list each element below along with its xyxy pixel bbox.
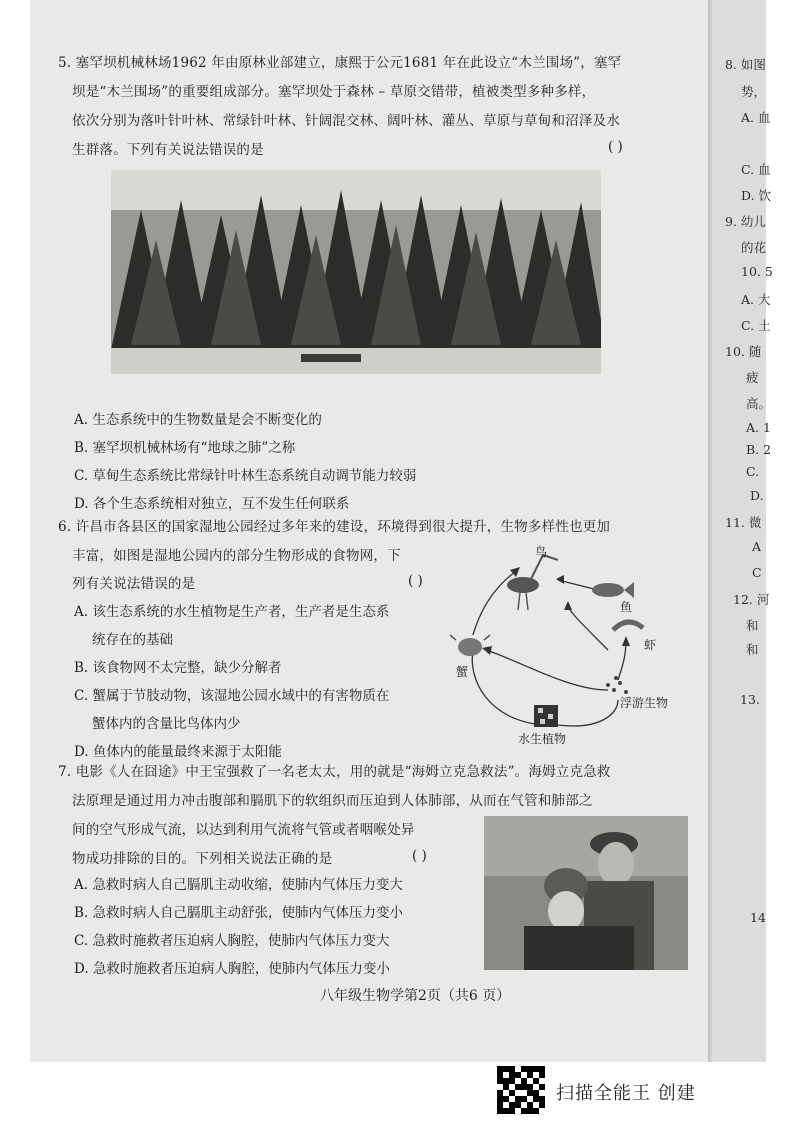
margin-text: 14 (750, 910, 766, 925)
q6-line-3: 列有关说法错误的是 (72, 576, 196, 592)
q6-option-a: A. 该生态系统的水生植物是生产者，生产者是生态系 (74, 604, 390, 620)
plankton-icon (606, 676, 628, 694)
q7-option-d: D. 急救时施救者压迫病人胸腔，使肺内气体压力变小 (74, 961, 390, 977)
page-footer: 八年级生物学第2页（共6 页） (320, 988, 511, 1004)
qr-code-icon (497, 1066, 545, 1114)
margin-text: 13. (740, 692, 760, 707)
bird-icon (507, 555, 558, 610)
q7-line-3: 间的空气形成气流，以达到利用气流将气管或者咽喉处异 (72, 822, 415, 838)
arrow-shrimp-fish (568, 605, 608, 650)
food-web-label-crab: 蟹 (456, 665, 469, 679)
food-web-label-plankton: 浮游生物 (620, 696, 669, 710)
q7-line-2: 法原理是通过用力冲击腹部和膈肌下的软组织而压迫到人体肺部，从而在气管和肺部之 (72, 793, 593, 809)
movie-still-photo (484, 816, 688, 970)
margin-text: 疲 (746, 370, 759, 385)
crab-icon (450, 635, 490, 656)
arrow-plant-crab (472, 650, 543, 725)
q6-option-d: D. 鱼体内的能量最终来源于太阳能 (74, 744, 282, 760)
margin-text: 势， (741, 84, 767, 99)
margin-text: A (752, 539, 762, 554)
q7-option-a: A. 急救时病人自己膈肌主动收缩，使肺内气体压力变大 (74, 877, 403, 893)
q6-line-2: 丰富，如图是湿地公园内的部分生物形成的食物网，下 (72, 548, 401, 564)
margin-text: A. 大 (741, 292, 771, 307)
q5-line-3: 依次分别为落叶针叶林、常绿针叶林、针阔混交林、阔叶林、灌丛、草原与草甸和沼泽及水 (72, 113, 620, 129)
margin-text: C. (746, 464, 760, 479)
shrimp-icon (613, 622, 643, 630)
q5-line-1: 5. 塞罕坝机械林场1962 年由原林业部建立，康熙于公元1681 年在此设立“木兰围场”，塞罕 (58, 55, 622, 71)
q6-option-a-cont: 统存在的基础 (92, 632, 173, 648)
margin-text: 10. 5 (741, 264, 773, 279)
q7-answer-paren: ( ) (412, 848, 427, 864)
margin-text: 8. 如图 (725, 57, 766, 72)
margin-text: 9. 幼儿 (725, 214, 766, 229)
arrow-plankton-crab (486, 650, 608, 690)
margin-text: C (752, 565, 762, 580)
q6-option-b: B. 该食物网不太完整，缺少分解者 (74, 660, 282, 676)
fish-icon (592, 582, 634, 598)
q7-line-4: 物成功排除的目的。下列相关说法正确的是 (72, 851, 333, 867)
q7-line-1: 7. 电影《人在囧途》中王宝强救了一名老太太，用的就是“海姆立克急救法”。海姆立克急救 (58, 764, 611, 780)
q6-line-1: 6. 许昌市各县区的国家湿地公园经过多年来的建设，环境得到很大提升，生物多样性也更加 (58, 519, 611, 535)
forest-trees (111, 170, 601, 374)
margin-text: C. 土 (741, 318, 771, 333)
margin-text: D. 饮 (741, 188, 772, 203)
food-web-label-bird: 鸟 (535, 545, 548, 559)
q5-option-a: A. 生态系统中的生物数量是会不断变化的 (74, 412, 322, 428)
scanner-watermark: 扫描全能王 创建 (556, 1083, 696, 1104)
margin-text: 高。 (746, 396, 772, 411)
food-web-label-plant: 水生植物 (518, 732, 567, 746)
margin-text: B. 2 (746, 442, 772, 457)
q6-option-c: C. 蟹属于节肢动物，该湿地公园水域中的有害物质在 (74, 688, 390, 704)
margin-text: 和 (746, 618, 759, 633)
arrow-plant-plankton (558, 700, 618, 726)
q5-option-b: B. 塞罕坝机械林场有“地球之肺”之称 (74, 440, 296, 456)
q5-answer-paren: ( ) (608, 139, 623, 155)
forest-photo (111, 170, 601, 374)
margin-text: 和 (746, 642, 759, 657)
margin-text: D. (750, 488, 764, 503)
q6-answer-paren: ( ) (408, 573, 423, 589)
food-web-label-shrimp: 虾 (644, 638, 657, 652)
q5-line-2: 坝是“木兰围场”的重要组成部分。塞罕坝处于森林 – 草原交错带，植被类型多种多样， (72, 84, 596, 100)
heimlich-photo-figures (484, 816, 688, 970)
margin-text: 的花 (741, 240, 767, 255)
margin-text: A. 1 (746, 420, 771, 435)
margin-text: 12. 河 (733, 592, 770, 607)
margin-text: A. 血 (741, 110, 771, 125)
q5-option-d: D. 各个生态系统相对独立，互不发生任何联系 (74, 496, 350, 512)
q7-option-c: C. 急救时施救者压迫病人胸腔，使肺内气体压力变大 (74, 933, 390, 949)
q5-option-c: C. 草甸生态系统比常绿针叶林生态系统自动调节能力较弱 (74, 468, 417, 484)
q5-line-4: 生群落。下列有关说法错误的是 (72, 142, 264, 158)
margin-text: C. 血 (741, 162, 771, 177)
q6-option-c-cont: 蟹体内的含量比鸟体内少 (92, 716, 241, 732)
food-web-label-fish: 鱼 (620, 600, 633, 614)
margin-text: 11. 微 (725, 515, 762, 530)
aquatic-plant-icon (534, 705, 558, 727)
q7-option-b: B. 急救时病人自己膈肌主动舒张，使肺内气体压力变小 (74, 905, 404, 921)
margin-text: 10. 随 (725, 344, 762, 359)
